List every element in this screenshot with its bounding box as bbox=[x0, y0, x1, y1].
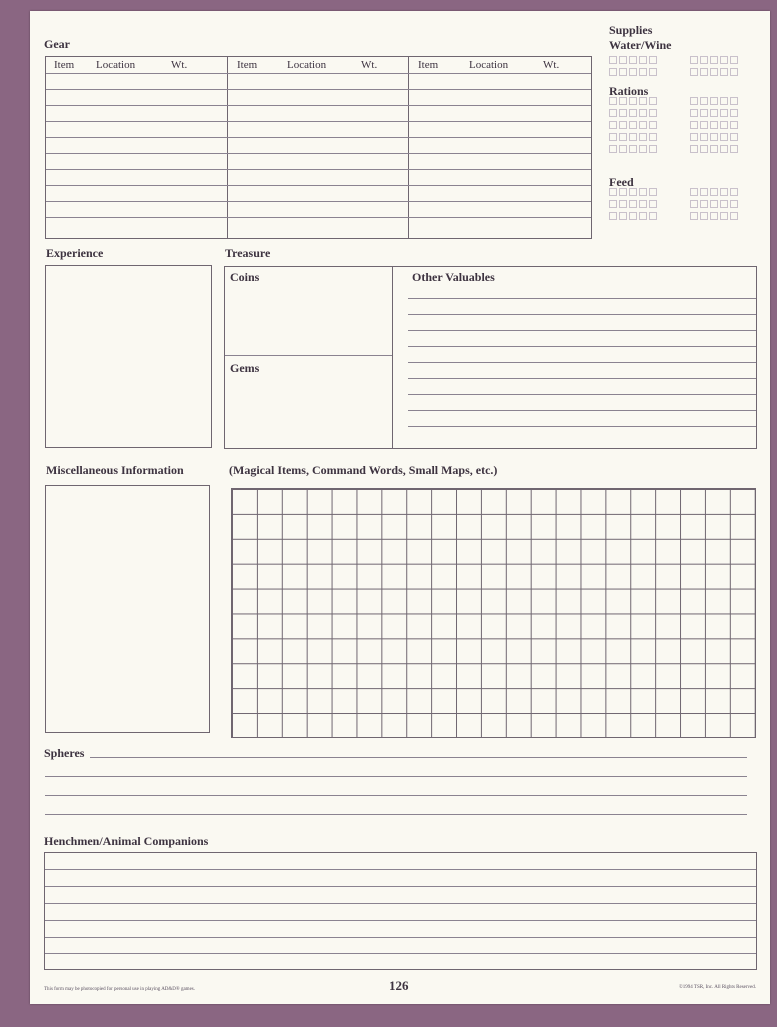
footer-copyright: ©1994 TSR, Inc. All Rights Reserved. bbox=[678, 985, 756, 990]
supply-checkbox bbox=[690, 200, 698, 208]
supply-checkbox bbox=[629, 121, 637, 129]
supply-checkbox bbox=[710, 68, 718, 76]
supply-checkbox bbox=[730, 97, 738, 105]
valuables-line bbox=[408, 426, 756, 427]
supply-checkbox bbox=[619, 56, 627, 64]
supply-checkbox-group bbox=[690, 97, 738, 105]
supply-checkbox bbox=[649, 212, 657, 220]
supply-checkbox bbox=[690, 133, 698, 141]
supply-checkbox bbox=[720, 200, 728, 208]
gear-header-item: Item bbox=[418, 59, 439, 71]
valuables-line bbox=[408, 362, 756, 363]
supply-checkbox-group bbox=[609, 109, 657, 117]
misc-title: Miscellaneous Information bbox=[46, 463, 184, 477]
supply-checkbox bbox=[700, 212, 708, 220]
supply-checkbox bbox=[629, 188, 637, 196]
supply-checkbox bbox=[629, 145, 637, 153]
supply-checkbox-group bbox=[609, 145, 657, 153]
supply-checkbox-group bbox=[690, 133, 738, 141]
valuables-line bbox=[408, 394, 756, 395]
supply-checkbox-group bbox=[609, 133, 657, 141]
supply-checkbox bbox=[629, 200, 637, 208]
spheres-title: Spheres bbox=[44, 746, 85, 760]
supply-checkbox-group bbox=[609, 212, 657, 220]
supply-checkbox bbox=[649, 188, 657, 196]
supply-checkbox bbox=[649, 200, 657, 208]
supply-checkbox bbox=[690, 68, 698, 76]
supply-checkbox bbox=[710, 56, 718, 64]
supply-checkbox bbox=[649, 68, 657, 76]
supply-checkbox bbox=[720, 97, 728, 105]
supply-checkbox bbox=[619, 68, 627, 76]
supply-checkbox bbox=[609, 145, 617, 153]
supply-checkbox bbox=[629, 109, 637, 117]
henchmen-line bbox=[45, 953, 756, 954]
supply-checkbox bbox=[690, 109, 698, 117]
supply-checkbox-group bbox=[690, 56, 738, 64]
supply-checkbox bbox=[720, 68, 728, 76]
gear-row-line bbox=[46, 185, 591, 186]
spheres-line bbox=[45, 814, 747, 815]
gear-header-wt: Wt. bbox=[361, 59, 378, 71]
supply-checkbox bbox=[700, 145, 708, 153]
supply-checkbox bbox=[700, 200, 708, 208]
supply-checkbox bbox=[609, 56, 617, 64]
spheres-line bbox=[90, 757, 747, 758]
gear-row-line bbox=[46, 89, 591, 90]
misc-box bbox=[45, 485, 210, 733]
coins-label: Coins bbox=[230, 270, 260, 284]
supply-checkbox-group bbox=[609, 56, 657, 64]
supplies-water-label: Water/Wine bbox=[609, 38, 672, 52]
supply-checkbox-group bbox=[690, 109, 738, 117]
supply-checkbox-group bbox=[690, 212, 738, 220]
supply-checkbox bbox=[720, 133, 728, 141]
gear-header-item: Item bbox=[237, 59, 258, 71]
supplies-title: Supplies bbox=[609, 23, 653, 37]
gear-header-location: Location bbox=[287, 59, 327, 71]
supply-checkbox bbox=[609, 109, 617, 117]
supply-checkbox bbox=[700, 97, 708, 105]
henchmen-title: Henchmen/Animal Companions bbox=[44, 834, 209, 848]
spheres-line bbox=[45, 776, 747, 777]
gear-column-3 bbox=[408, 57, 591, 238]
supply-checkbox-group bbox=[690, 200, 738, 208]
supply-checkbox bbox=[730, 188, 738, 196]
gear-header-location: Location bbox=[469, 59, 509, 71]
supply-checkbox bbox=[710, 145, 718, 153]
supply-checkbox bbox=[700, 121, 708, 129]
other-valuables-label: Other Valuables bbox=[412, 270, 495, 284]
valuables-line bbox=[408, 298, 756, 299]
supply-checkbox bbox=[639, 145, 647, 153]
supply-checkbox-group bbox=[690, 68, 738, 76]
supply-checkbox-group bbox=[609, 121, 657, 129]
supply-checkbox bbox=[629, 133, 637, 141]
supply-checkbox bbox=[609, 212, 617, 220]
supply-checkbox bbox=[730, 109, 738, 117]
treasure-title: Treasure bbox=[225, 246, 271, 260]
supply-checkbox bbox=[700, 133, 708, 141]
henchmen-line bbox=[45, 869, 756, 870]
supply-checkbox bbox=[690, 188, 698, 196]
valuables-line bbox=[408, 378, 756, 379]
henchmen-line bbox=[45, 886, 756, 887]
supply-checkbox-group bbox=[609, 188, 657, 196]
valuables-line bbox=[408, 330, 756, 331]
treasure-divider bbox=[392, 267, 393, 448]
gear-row-line bbox=[46, 169, 591, 170]
supply-checkbox bbox=[710, 200, 718, 208]
supplies-rations-label: Rations bbox=[609, 84, 649, 98]
supply-checkbox bbox=[690, 121, 698, 129]
supply-checkbox bbox=[619, 109, 627, 117]
supply-checkbox bbox=[649, 121, 657, 129]
gear-row-line bbox=[46, 217, 591, 218]
gear-header-location: Location bbox=[96, 59, 136, 71]
supply-checkbox-group bbox=[690, 145, 738, 153]
supply-checkbox bbox=[639, 188, 647, 196]
supply-checkbox bbox=[710, 109, 718, 117]
supply-checkbox bbox=[710, 97, 718, 105]
supply-checkbox bbox=[609, 121, 617, 129]
supply-checkbox bbox=[639, 200, 647, 208]
spheres-line bbox=[45, 795, 747, 796]
supply-checkbox bbox=[649, 133, 657, 141]
supply-checkbox bbox=[619, 188, 627, 196]
supply-checkbox bbox=[720, 56, 728, 64]
gear-row-line bbox=[46, 201, 591, 202]
coins-gems-divider bbox=[225, 355, 392, 356]
supply-checkbox bbox=[629, 68, 637, 76]
experience-title: Experience bbox=[46, 246, 104, 260]
gear-column-2 bbox=[227, 57, 409, 238]
supply-checkbox bbox=[690, 212, 698, 220]
map-grid bbox=[231, 488, 756, 738]
supplies-feed-label: Feed bbox=[609, 175, 634, 189]
gear-table bbox=[45, 56, 592, 239]
supply-checkbox bbox=[690, 56, 698, 64]
gems-label: Gems bbox=[230, 361, 260, 375]
supply-checkbox bbox=[639, 121, 647, 129]
henchmen-box bbox=[44, 852, 757, 970]
supply-checkbox bbox=[609, 188, 617, 196]
gear-column-1 bbox=[46, 57, 228, 238]
supply-checkbox bbox=[629, 212, 637, 220]
supply-checkbox bbox=[730, 56, 738, 64]
supply-checkbox bbox=[710, 212, 718, 220]
supply-checkbox bbox=[710, 133, 718, 141]
supply-checkbox bbox=[700, 188, 708, 196]
henchmen-line bbox=[45, 920, 756, 921]
supply-checkbox bbox=[710, 121, 718, 129]
gear-row-line bbox=[46, 153, 591, 154]
supply-checkbox bbox=[700, 68, 708, 76]
gear-header bbox=[46, 57, 227, 73]
supply-checkbox bbox=[639, 68, 647, 76]
supply-checkbox-group bbox=[609, 68, 657, 76]
misc-hint: (Magical Items, Command Words, Small Maps, etc.) bbox=[229, 463, 498, 477]
supply-checkbox bbox=[639, 109, 647, 117]
supply-checkbox bbox=[639, 133, 647, 141]
valuables-line bbox=[408, 346, 756, 347]
supply-checkbox bbox=[629, 56, 637, 64]
supply-checkbox bbox=[639, 97, 647, 105]
supply-checkbox bbox=[730, 121, 738, 129]
supply-checkbox bbox=[609, 97, 617, 105]
supply-checkbox bbox=[619, 200, 627, 208]
supply-checkbox bbox=[639, 56, 647, 64]
supply-checkbox-group bbox=[690, 121, 738, 129]
supply-checkbox bbox=[639, 212, 647, 220]
gear-row-line bbox=[46, 121, 591, 122]
supply-checkbox bbox=[720, 145, 728, 153]
supply-checkbox bbox=[690, 145, 698, 153]
treasure-box bbox=[224, 266, 757, 449]
supply-checkbox bbox=[700, 109, 708, 117]
valuables-line bbox=[408, 410, 756, 411]
gear-header bbox=[408, 57, 591, 73]
gear-header-item: Item bbox=[54, 59, 75, 71]
page-number: 126 bbox=[389, 978, 409, 993]
supply-checkbox-group bbox=[690, 188, 738, 196]
supply-checkbox bbox=[649, 109, 657, 117]
henchmen-line bbox=[45, 903, 756, 904]
supply-checkbox bbox=[720, 188, 728, 196]
supply-checkbox bbox=[720, 109, 728, 117]
gear-row-line bbox=[46, 137, 591, 138]
supply-checkbox bbox=[710, 188, 718, 196]
supply-checkbox bbox=[609, 200, 617, 208]
supply-checkbox bbox=[720, 121, 728, 129]
experience-box bbox=[45, 265, 212, 448]
supply-checkbox bbox=[720, 212, 728, 220]
gear-title: Gear bbox=[44, 37, 70, 51]
supply-checkbox-group bbox=[609, 200, 657, 208]
supply-checkbox bbox=[730, 212, 738, 220]
valuables-line bbox=[408, 314, 756, 315]
supply-checkbox bbox=[730, 133, 738, 141]
supply-checkbox bbox=[619, 133, 627, 141]
supply-checkbox bbox=[629, 97, 637, 105]
gear-row-line bbox=[46, 105, 591, 106]
supply-checkbox bbox=[730, 200, 738, 208]
gear-row-line bbox=[46, 73, 591, 74]
supply-checkbox bbox=[649, 145, 657, 153]
gear-header bbox=[227, 57, 408, 73]
supply-checkbox bbox=[619, 121, 627, 129]
supply-checkbox bbox=[609, 68, 617, 76]
gear-header-wt: Wt. bbox=[543, 59, 560, 71]
record-sheet-page bbox=[30, 11, 770, 1004]
supply-checkbox bbox=[609, 133, 617, 141]
supply-checkbox-group bbox=[609, 97, 657, 105]
supply-checkbox bbox=[649, 56, 657, 64]
supply-checkbox bbox=[690, 97, 698, 105]
supply-checkbox bbox=[619, 212, 627, 220]
footer-left-note: This form may be photocopied for personal use in playing AD&D® games. bbox=[44, 987, 195, 992]
gear-header-wt: Wt. bbox=[171, 59, 188, 71]
supply-checkbox bbox=[700, 56, 708, 64]
supply-checkbox bbox=[619, 145, 627, 153]
henchmen-line bbox=[45, 937, 756, 938]
supply-checkbox bbox=[649, 97, 657, 105]
supply-checkbox bbox=[619, 97, 627, 105]
supply-checkbox bbox=[730, 68, 738, 76]
supply-checkbox bbox=[730, 145, 738, 153]
